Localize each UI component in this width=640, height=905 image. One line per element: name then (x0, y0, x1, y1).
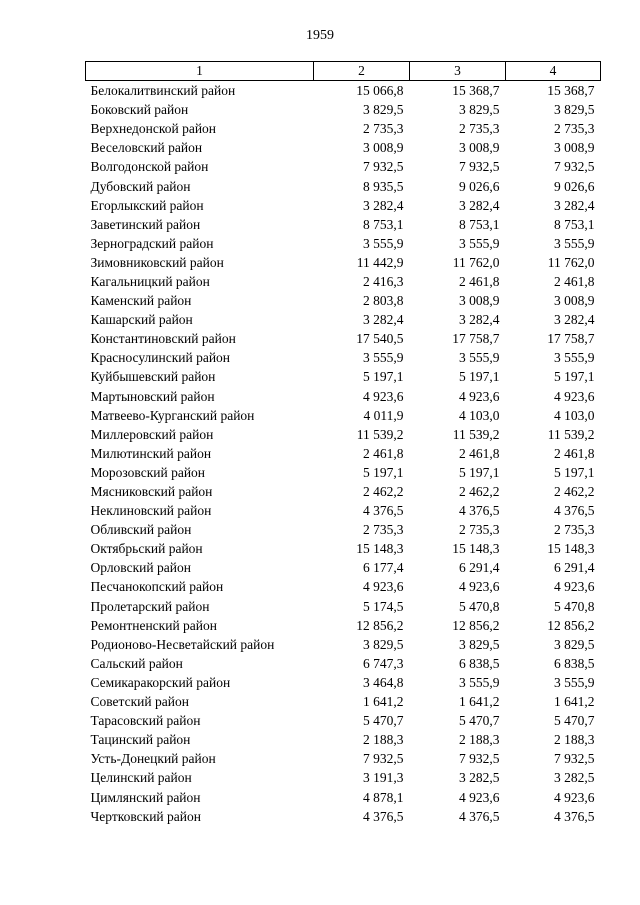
value-cell-col4: 4 923,6 (554, 789, 595, 805)
value-cell-col4: 2 188,3 (554, 732, 595, 748)
value-cell-col3: 8 753,1 (459, 216, 500, 232)
table-row (86, 539, 601, 558)
value-cell-col2: 15 148,3 (356, 541, 404, 557)
district-name-cell: Веселовский район (90, 140, 203, 156)
district-name-cell: Орловский район (90, 560, 191, 576)
value-cell-col2: 3 282,4 (363, 197, 404, 213)
value-cell-col2: 4 376,5 (363, 808, 404, 824)
page-number: 1959 (306, 28, 334, 43)
value-cell-col3: 6 291,4 (459, 560, 500, 576)
data-table (85, 61, 601, 826)
value-cell-col4: 7 932,5 (554, 159, 595, 175)
table-row (86, 787, 601, 806)
district-name-cell: Пролетарский район (90, 598, 210, 614)
district-name-cell: Родионово-Несветайский район (90, 636, 275, 652)
value-cell-col2: 2 735,3 (363, 522, 404, 538)
table-row (86, 749, 601, 768)
value-cell-col2: 2 416,3 (363, 273, 404, 289)
table-row (86, 444, 601, 463)
district-name-cell: Тацинский район (90, 732, 191, 748)
header-cell-4: 4 (506, 62, 601, 81)
value-cell-col4: 2 735,3 (554, 522, 595, 538)
district-name-cell: Обливский район (90, 522, 192, 538)
value-cell-col2: 15 066,8 (356, 83, 404, 99)
value-cell-col2: 3 191,3 (363, 770, 404, 786)
value-cell-col3: 15 148,3 (452, 541, 500, 557)
table-row (86, 176, 601, 195)
value-cell-col4: 2 735,3 (554, 121, 595, 137)
table-row (86, 367, 601, 386)
district-name-cell: Волгодонской район (90, 159, 209, 175)
district-name-cell: Миллеровский район (90, 426, 214, 442)
value-cell-col2: 5 197,1 (363, 464, 404, 480)
value-cell-col3: 9 026,6 (459, 178, 500, 194)
value-cell-col4: 7 932,5 (554, 751, 595, 767)
district-name-cell: Белокалитвинский район (90, 83, 236, 99)
table-row (86, 234, 601, 253)
value-cell-col2: 5 470,7 (363, 713, 404, 729)
value-cell-col4: 17 758,7 (547, 331, 595, 347)
value-cell-col3: 2 461,8 (459, 273, 500, 289)
table-row (86, 119, 601, 138)
value-cell-col2: 6 177,4 (363, 560, 404, 576)
district-name-cell: Куйбышевский район (90, 369, 216, 385)
value-cell-col4: 2 461,8 (554, 273, 595, 289)
value-cell-col4: 3 829,5 (554, 102, 595, 118)
table-row (86, 730, 601, 749)
district-name-cell: Целинский район (90, 770, 192, 786)
value-cell-col3: 11 762,0 (452, 254, 500, 270)
value-cell-col4: 5 197,1 (554, 464, 595, 480)
value-cell-col3: 12 856,2 (452, 617, 500, 633)
value-cell-col4: 3 829,5 (554, 636, 595, 652)
value-cell-col4: 11 762,0 (547, 254, 595, 270)
table-row (86, 406, 601, 425)
value-cell-col3: 3 555,9 (459, 674, 500, 690)
value-cell-col3: 5 197,1 (459, 464, 500, 480)
table-row (86, 501, 601, 520)
district-name-cell: Каменский район (90, 293, 192, 309)
value-cell-col3: 2 188,3 (459, 732, 500, 748)
value-cell-col2: 17 540,5 (356, 331, 404, 347)
table-row (86, 616, 601, 635)
value-cell-col3: 15 368,7 (452, 83, 500, 99)
table-row (86, 635, 601, 654)
value-cell-col2: 7 932,5 (363, 751, 404, 767)
value-cell-col2: 2 462,2 (363, 484, 404, 500)
value-cell-col4: 6 838,5 (554, 655, 595, 671)
value-cell-col4: 4 376,5 (554, 503, 595, 519)
table-row (86, 597, 601, 616)
table-body (86, 81, 601, 826)
value-cell-col3: 4 376,5 (459, 503, 500, 519)
value-cell-col3: 3 282,5 (459, 770, 500, 786)
value-cell-col3: 2 735,3 (459, 522, 500, 538)
value-cell-col2: 3 008,9 (363, 140, 404, 156)
header-cell-3: 3 (410, 62, 506, 81)
district-name-cell: Зимовниковский район (90, 254, 224, 270)
district-name-cell: Дубовский район (90, 178, 191, 194)
value-cell-col3: 17 758,7 (452, 331, 500, 347)
district-name-cell: Тарасовский район (90, 713, 201, 729)
value-cell-col2: 12 856,2 (356, 617, 404, 633)
district-name-cell: Красносулинский район (90, 350, 231, 366)
table-row (86, 463, 601, 482)
table-row (86, 196, 601, 215)
value-cell-col3: 6 838,5 (459, 655, 500, 671)
district-name-cell: Усть-Донецкий район (90, 751, 216, 767)
value-cell-col3: 2 461,8 (459, 445, 500, 461)
value-cell-col2: 11 442,9 (356, 254, 404, 270)
value-cell-col4: 5 470,8 (554, 598, 595, 614)
district-name-cell: Песчанокопский район (90, 579, 224, 595)
value-cell-col4: 9 026,6 (554, 178, 595, 194)
value-cell-col3: 3 829,5 (459, 102, 500, 118)
value-cell-col2: 3 464,8 (363, 674, 404, 690)
header-cell-2: 2 (314, 62, 410, 81)
table-row (86, 100, 601, 119)
value-cell-col2: 5 174,5 (363, 598, 404, 614)
value-cell-col4: 4 923,6 (554, 579, 595, 595)
table-row (86, 291, 601, 310)
value-cell-col4: 4 923,6 (554, 388, 595, 404)
value-cell-col4: 3 555,9 (554, 350, 595, 366)
value-cell-col3: 4 376,5 (459, 808, 500, 824)
district-name-cell: Мясниковский район (90, 484, 213, 500)
value-cell-col4: 8 753,1 (554, 216, 595, 232)
value-cell-col3: 4 923,6 (459, 388, 500, 404)
value-cell-col4: 11 539,2 (547, 426, 595, 442)
value-cell-col4: 3 008,9 (554, 140, 595, 156)
value-cell-col3: 4 923,6 (459, 789, 500, 805)
value-cell-col2: 6 747,3 (363, 655, 404, 671)
value-cell-col2: 4 376,5 (363, 503, 404, 519)
value-cell-col2: 2 803,8 (363, 293, 404, 309)
table-row (86, 520, 601, 539)
value-cell-col3: 3 829,5 (459, 636, 500, 652)
district-name-cell: Цимлянский район (90, 789, 201, 805)
district-name-cell: Сальский район (90, 655, 183, 671)
district-name-cell: Константиновский район (90, 331, 236, 347)
value-cell-col4: 5 470,7 (554, 713, 595, 729)
value-cell-col4: 12 856,2 (547, 617, 595, 633)
value-cell-col2: 3 829,5 (363, 102, 404, 118)
table-header (86, 62, 601, 81)
value-cell-col2: 2 461,8 (363, 445, 404, 461)
table-row (86, 482, 601, 501)
value-cell-col2: 4 878,1 (363, 789, 404, 805)
table-row (86, 157, 601, 176)
district-name-cell: Октябрьский район (90, 541, 203, 557)
value-cell-col2: 1 641,2 (363, 694, 404, 710)
district-name-cell: Матвеево-Курганский район (90, 407, 255, 423)
value-cell-col4: 5 197,1 (554, 369, 595, 385)
value-cell-col2: 3 555,9 (363, 235, 404, 251)
table-row (86, 138, 601, 157)
value-cell-col4: 2 461,8 (554, 445, 595, 461)
district-name-cell: Заветинский район (90, 216, 201, 232)
table-row (86, 272, 601, 291)
value-cell-col3: 3 555,9 (459, 235, 500, 251)
value-cell-col3: 3 282,4 (459, 197, 500, 213)
value-cell-col3: 5 197,1 (459, 369, 500, 385)
district-name-cell: Егорлыкский район (90, 197, 204, 213)
value-cell-col3: 5 470,7 (459, 713, 500, 729)
value-cell-col4: 3 282,4 (554, 197, 595, 213)
district-name-cell: Милютинский район (90, 445, 212, 461)
district-name-cell: Боковский район (90, 102, 189, 118)
table-row (86, 711, 601, 730)
district-name-cell: Морозовский район (90, 464, 206, 480)
value-cell-col2: 3 282,4 (363, 312, 404, 328)
table-row (86, 807, 601, 826)
table-row (86, 81, 601, 101)
value-cell-col2: 3 829,5 (363, 636, 404, 652)
value-cell-col3: 2 735,3 (459, 121, 500, 137)
table-row (86, 577, 601, 596)
value-cell-col3: 2 462,2 (459, 484, 500, 500)
value-cell-col4: 2 462,2 (554, 484, 595, 500)
value-cell-col3: 7 932,5 (459, 751, 500, 767)
value-cell-col3: 4 103,0 (459, 407, 500, 423)
value-cell-col4: 4 103,0 (554, 407, 595, 423)
value-cell-col2: 11 539,2 (356, 426, 404, 442)
table-row (86, 654, 601, 673)
table-row (86, 310, 601, 329)
value-cell-col2: 7 932,5 (363, 159, 404, 175)
value-cell-col2: 5 197,1 (363, 369, 404, 385)
value-cell-col3: 3 008,9 (459, 140, 500, 156)
value-cell-col3: 1 641,2 (459, 694, 500, 710)
value-cell-col2: 8 935,5 (363, 178, 404, 194)
district-name-cell: Чертковский район (90, 808, 201, 824)
value-cell-col2: 4 923,6 (363, 579, 404, 595)
value-cell-col2: 2 188,3 (363, 732, 404, 748)
value-cell-col4: 1 641,2 (554, 694, 595, 710)
table-row (86, 425, 601, 444)
value-cell-col4: 3 555,9 (554, 235, 595, 251)
table-row (86, 692, 601, 711)
value-cell-col3: 5 470,8 (459, 598, 500, 614)
district-name-cell: Верхнедонской район (90, 121, 217, 137)
value-cell-col4: 3 282,4 (554, 312, 595, 328)
district-name-cell: Мартыновский район (90, 388, 215, 404)
value-cell-col4: 3 555,9 (554, 674, 595, 690)
value-cell-col2: 4 011,9 (363, 407, 404, 423)
table-row (86, 387, 601, 406)
value-cell-col4: 6 291,4 (554, 560, 595, 576)
value-cell-col4: 15 368,7 (547, 83, 595, 99)
district-name-cell: Неклиновский район (90, 503, 212, 519)
table-row (86, 768, 601, 787)
table-row (86, 215, 601, 234)
value-cell-col4: 15 148,3 (547, 541, 595, 557)
value-cell-col3: 3 282,4 (459, 312, 500, 328)
value-cell-col4: 3 008,9 (554, 293, 595, 309)
value-cell-col3: 3 555,9 (459, 350, 500, 366)
value-cell-col4: 4 376,5 (554, 808, 595, 824)
value-cell-col2: 4 923,6 (363, 388, 404, 404)
header-cell-1: 1 (86, 62, 314, 81)
value-cell-col2: 2 735,3 (363, 121, 404, 137)
table-row (86, 253, 601, 272)
value-cell-col2: 3 555,9 (363, 350, 404, 366)
table-row (86, 673, 601, 692)
value-cell-col3: 3 008,9 (459, 293, 500, 309)
value-cell-col3: 4 923,6 (459, 579, 500, 595)
value-cell-col3: 7 932,5 (459, 159, 500, 175)
table-row (86, 329, 601, 348)
district-name-cell: Ремонтненский район (90, 617, 217, 633)
district-name-cell: Кашарский район (90, 312, 193, 328)
value-cell-col3: 11 539,2 (452, 426, 500, 442)
district-name-cell: Семикаракорский район (90, 674, 231, 690)
district-name-cell: Кагальницкий район (90, 273, 210, 289)
table-row (86, 558, 601, 577)
table-row (86, 348, 601, 367)
district-name-cell: Зерноградский район (90, 235, 214, 251)
header-row (86, 62, 601, 81)
district-name-cell: Советский район (90, 694, 189, 710)
value-cell-col2: 8 753,1 (363, 216, 404, 232)
value-cell-col4: 3 282,5 (554, 770, 595, 786)
